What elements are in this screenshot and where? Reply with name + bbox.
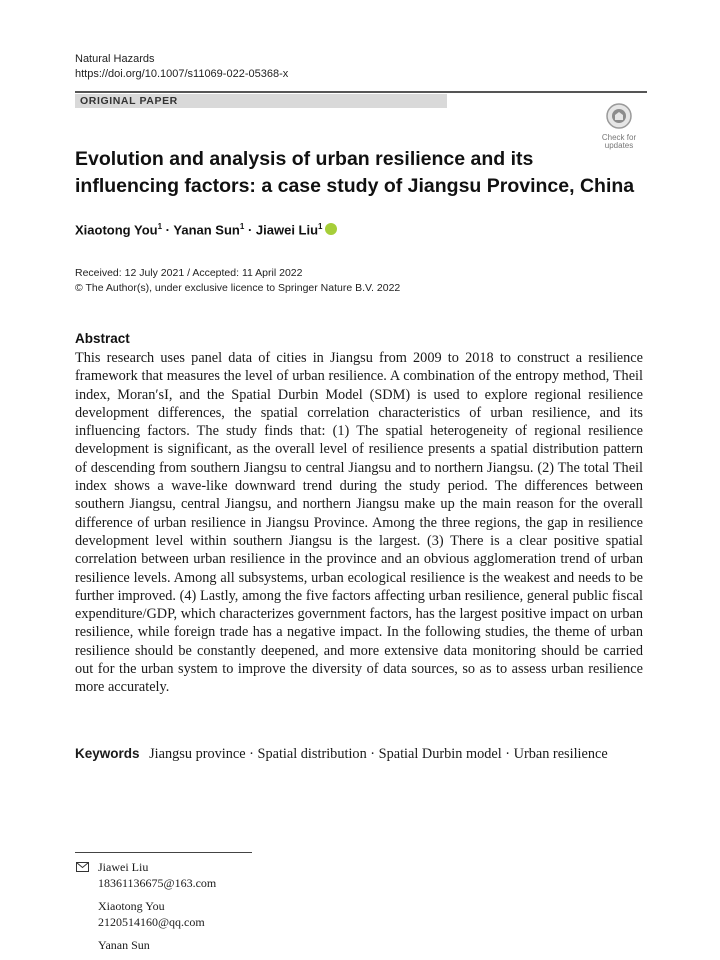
keywords-label: Keywords <box>75 746 140 761</box>
copyright-line: © The Author(s), under exclusive licence to Springer Nature B.V. 2022 <box>75 282 401 294</box>
journal-header <box>75 52 288 82</box>
paper-title: Evolution and analysis of urban resilience and its influencing factors: a case study of Jiangsu Province, China <box>75 148 635 197</box>
contact-name: Yanan Sun <box>98 938 150 952</box>
orcid-icon[interactable] <box>325 223 337 235</box>
badge-text-line-2: updates <box>604 141 634 150</box>
keywords-line <box>75 746 675 763</box>
author-name[interactable]: Jiawei Liu <box>255 222 319 238</box>
contact-entry <box>98 859 216 891</box>
author-affiliation: 1 <box>318 222 323 231</box>
check-for-updates-badge[interactable] <box>596 103 642 151</box>
footnote-rule <box>75 852 252 853</box>
contact-email[interactable]: 18361136675@163.com <box>98 876 217 890</box>
received-accepted: Received: 12 July 2021 / Accepted: 11 April 2022 <box>75 267 303 279</box>
article-dates <box>75 266 400 296</box>
author-separator: · <box>247 222 253 238</box>
contact-entry <box>98 898 216 930</box>
author-affiliation: 1 <box>239 222 245 231</box>
header-rule <box>75 91 647 93</box>
article-type-label: ORIGINAL PAPER <box>80 95 178 107</box>
author-separator: · <box>165 222 170 238</box>
contact-name: Xiaotong You <box>98 899 165 913</box>
check-for-updates-icon <box>606 103 632 129</box>
correspondence-block <box>98 859 216 960</box>
abstract-text: This research uses panel data of cities in Jiangsu from 2009 to 2018 to construct a resilience framework that measures the level of urban resilience. A combination of the entropy method, Theil index, Moran′sI, and the Spatial Durbin Model (SDM) is used to explore regional resilience development differences, the spatial correlation characteristics of urban resilience, and its influencing factors. The study finds that: (1) The spatial heterogeneity of regional resilience development is significant, as the overall level of resilience presents a spatial distribution pattern of descending from southern Jiangsu to central Jiangsu and to northern Jiangsu. (2) The total Theil index shows a wave-like downward trend during the study period. The differences between southern Jiangsu, central Jiangsu, and northern Jiangsu make up the main reason for the overall difference of urban resilience in Jiangsu Province. Among the three regions, the gap in resilience development level within southern Jiangsu is the largest. (3) There is a clear positive spatial correlation between urban resilience in the province and an obvious agglomeration trend of urban resilience levels. Among all subsystems, urban ecological resilience is the weakest and needs to be further improved. (4) Lastly, among the five factors affecting urban resilience, general public fiscal expenditure/GDP, which characterizes government factors, has the largest positive impact on urban resilience, while foreign trade has a negative impact. In the following studies, the theme of urban resilience should be constantly deepened, and more extensive data monitoring should be carried out for the urban system to improve the diversity of data sources, so as to assess urban resilience more accurately. <box>75 350 643 696</box>
contact-name: Jiawei Liu <box>98 860 149 874</box>
abstract-heading: Abstract <box>75 331 130 346</box>
author-name[interactable]: Xiaotong You <box>75 222 158 238</box>
doi-link[interactable]: https://doi.org/10.1007/s11069-022-05368-x <box>75 68 289 80</box>
keywords-text: Jiangsu province · Spatial distribution · Spatial Durbin model · Urban resilience <box>149 746 608 762</box>
author-name[interactable]: Yanan Sun <box>173 222 240 238</box>
badge-text-line-1: Check for <box>601 133 637 142</box>
contact-entry <box>98 937 216 953</box>
author-affiliation: 1 <box>157 222 163 231</box>
journal-name: Natural Hazards <box>75 53 155 65</box>
author-list <box>75 222 337 237</box>
envelope-icon <box>76 862 89 872</box>
contact-email[interactable]: 2120514160@qq.com <box>98 915 205 929</box>
